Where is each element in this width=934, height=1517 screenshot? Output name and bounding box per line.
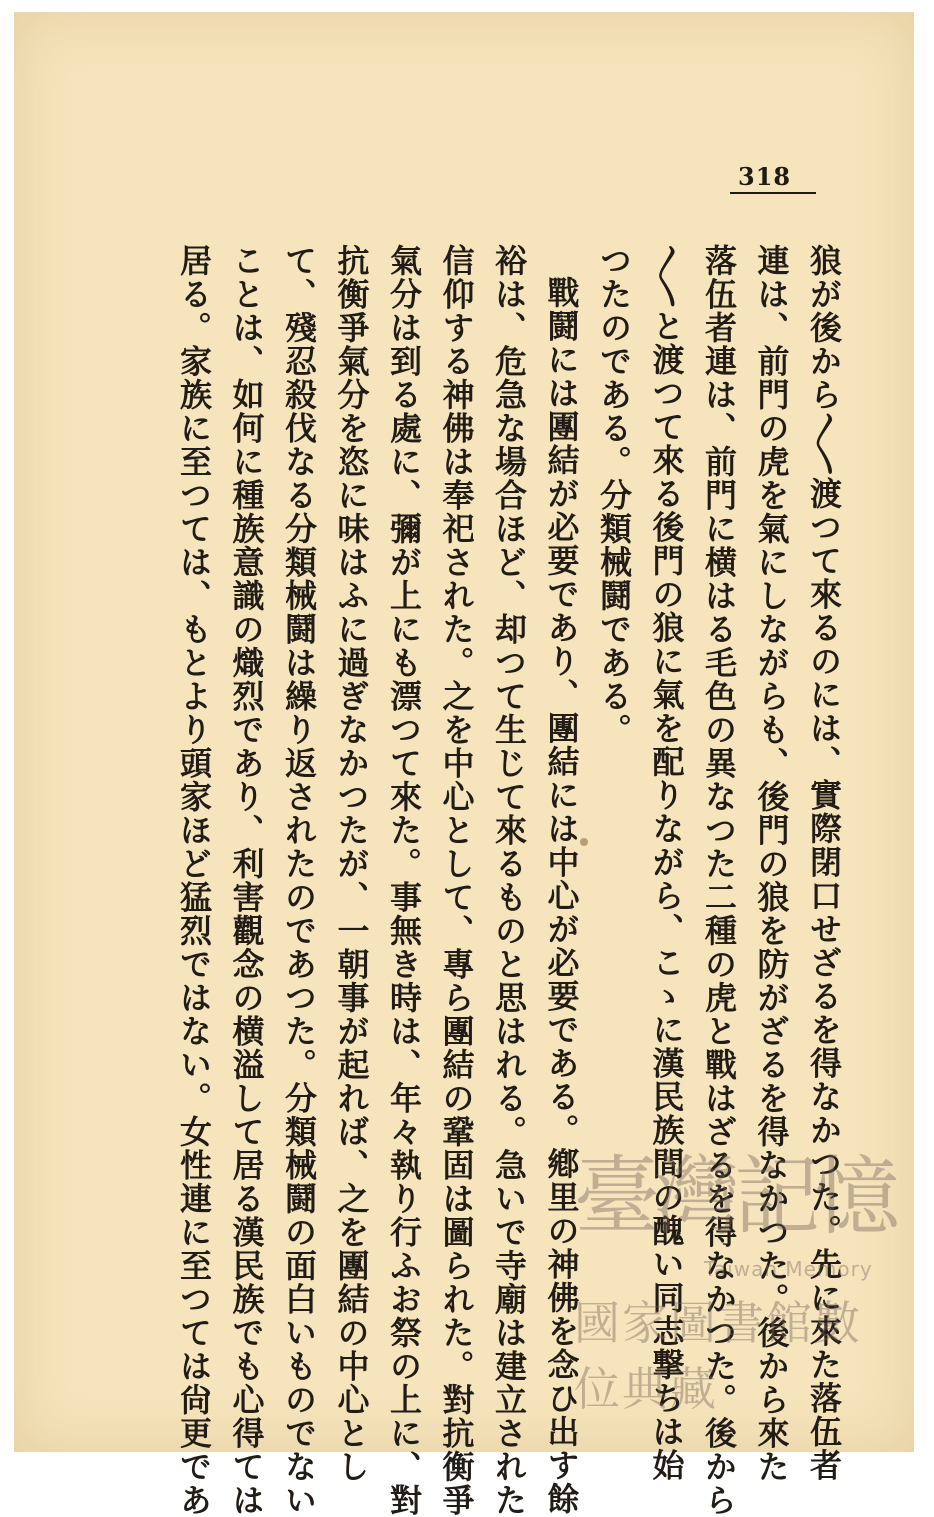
page-number: 318 [738, 162, 792, 191]
paper-stain [580, 838, 588, 846]
text-line: 連は、前門の虎を氣にしながらも、後門の狼を防がざるを得なかつた。後から來た [752, 244, 791, 1484]
page-number-rule [730, 192, 816, 194]
text-line: 戰鬪には團結が必要であり、團結には中心が必要である。鄕里の神佛を念ひ出す餘 [542, 276, 581, 1516]
text-line: 〳〵と渡つて來る後門の狼に氣を配りながら、こゝに漢民族間の醜い同志撃ちは始 [647, 244, 686, 1482]
watermark-line: 國家圖書館數位典藏 [574, 1296, 862, 1416]
text-line: 氣分は到る處に、彌が上にも漂つて來た。事無き時は、年々執り行ふお祭の上に、對 [385, 244, 423, 1517]
text-line: つたのである。分類械鬪である。 [595, 244, 633, 747]
text-line: 居る。家族に至つては、もとより頭家ほど猛烈ではない。女性連に至つては尙更であ [175, 244, 213, 1517]
text-line: 抗衡爭氣分を恣に味はふに過ぎなかつたが、一朝事が起れば、之を團結の中心とし [332, 244, 371, 1484]
library-watermark [574, 1107, 904, 1416]
watermark-main: 臺灣記憶 [574, 1147, 894, 1247]
watermark-latin: Taiwan Memory [704, 1257, 873, 1281]
text-line: 狼が後から〳〵渡つて來るのには、實際閉口せざるを得なかつた。先に來た落伍者 [805, 244, 843, 1482]
text-line: て、殘忍殺伐なる分類械鬪は繰り返されたのであつた。分類械鬪の面白いものでない [280, 244, 318, 1517]
text-line: 信仰する神佛は奉祀された。之を中心として、專ら團結の鞏固は圖られた。對抗衡爭 [437, 244, 476, 1517]
text-line: ことは、如何に種族意識の熾烈であり、利害觀念の横溢して居る漢民族でも心得ては [227, 244, 266, 1517]
text-line: 裕は、危急な場合ほど、却つて生じて來るものと思はれる。急いで寺廟は建立された [490, 244, 528, 1517]
book-page [14, 12, 914, 1517]
text-line: 落伍者連は、前門に横はる毛色の異なつた二種の虎と戰はざるを得なかつた。後から [700, 244, 738, 1517]
